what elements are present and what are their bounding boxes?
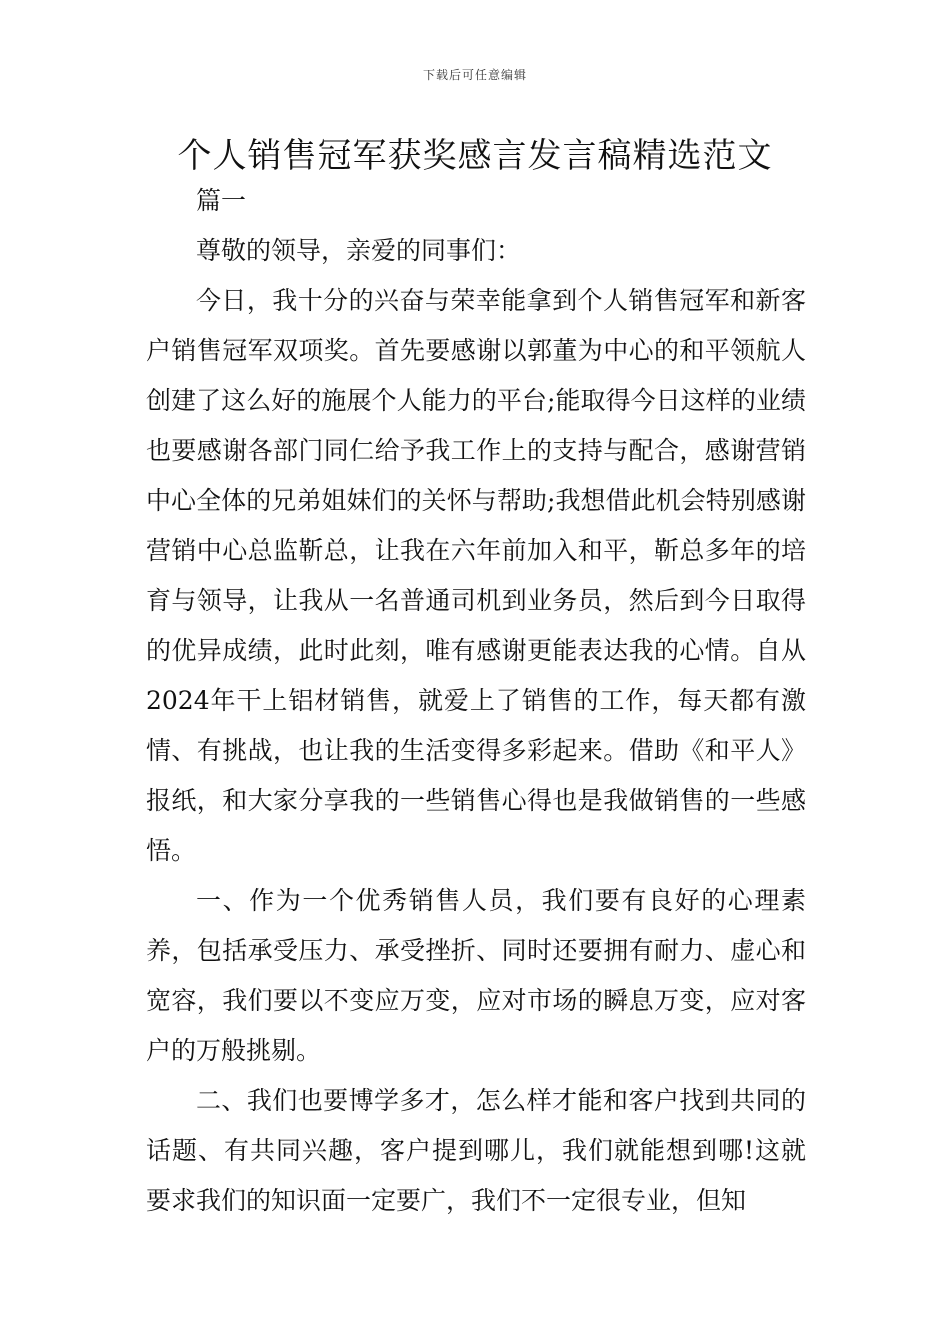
page-header-note: 下载后可任意编辑 xyxy=(422,68,527,82)
body-paragraph-1: 今日，我十分的兴奋与荣幸能拿到个人销售冠军和新客户销售冠军双项奖。首先要感谢以郭董为中心的和平领航人创建了这么好的施展个人能力的平台;能取得今日这样的业绩也要感谢各部门同仁给予我工作上的支持与配合，感谢营销中心全体的兄弟姐妹们的关怀与帮助;我想借此机会特别感谢营销中心总监靳总，让我在六年前加入和平，靳总多年的培育与领导，让我从一名普通司机到业务员，然后到今日取得的优异成绩，此时此刻，唯有感谢更能表达我的心情。自从2024年干上铝材销售，就爱上了销售的工作，每天都有激情、有挑战，也让我的生活变得多彩起来。借助《和平人》报纸，和大家分享我的一些销售心得也是我做销售的一些感悟。 xyxy=(146,286,806,865)
body-paragraph-2: 一、作为一个优秀销售人员，我们要有良好的心理素养，包括承受压力、承受挫折、同时还要拥有耐力、虚心和宽容，我们要以不变应万变，应对市场的瞬息万变，应对客户的万般挑剔。 xyxy=(146,886,806,1065)
greeting-paragraph: 尊敬的领导，亲爱的同事们： xyxy=(196,236,522,265)
document-title: 个人销售冠军获奖感言发言稿精选范文 xyxy=(177,136,773,176)
section-label: 篇一 xyxy=(196,186,247,215)
document-body xyxy=(146,176,806,1226)
body-paragraph-3: 二、我们也要博学多才，怎么样才能和客户找到共同的话题、有共同兴趣，客户提到哪儿，我们就能想到哪!这就要求我们的知识面一定要广，我们不一定很专业，但知 xyxy=(146,1086,806,1215)
